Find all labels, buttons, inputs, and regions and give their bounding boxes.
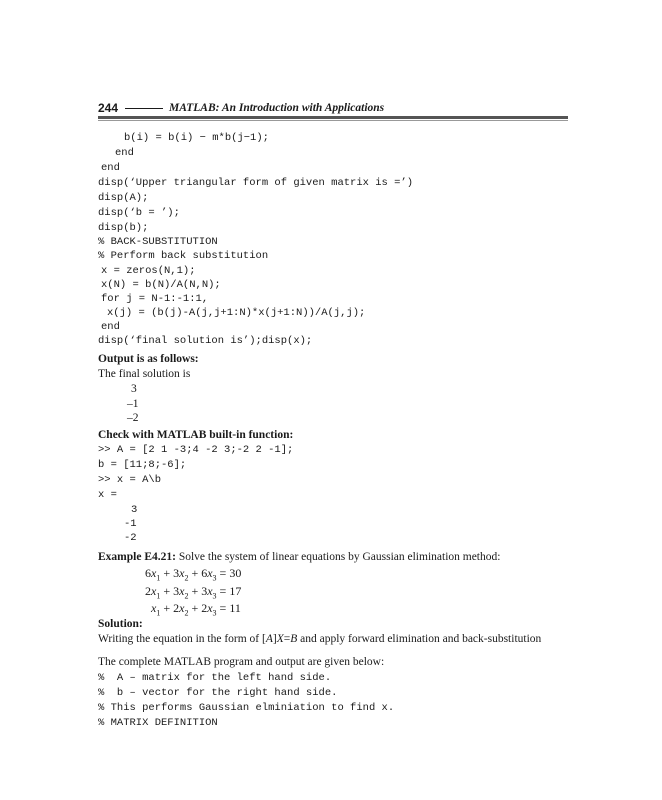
header-rule bbox=[98, 116, 568, 119]
code-comment: % This performs Gaussian elminiation to find x. bbox=[98, 702, 395, 714]
code-line: disp(‘b = ’); bbox=[98, 207, 180, 219]
solution-heading: Solution: bbox=[98, 618, 143, 630]
code-line: b(i) = b(i) − m*b(j−1); bbox=[124, 132, 269, 144]
output-value: –2 bbox=[127, 412, 139, 424]
code-line: end bbox=[115, 147, 134, 159]
code-line: x(N) = b(N)/A(N,N); bbox=[101, 279, 221, 291]
code-comment: % MATRIX DEFINITION bbox=[98, 717, 218, 729]
paragraph-form: Writing the equation in the form of [A]X=B and apply forward elimination and back-substitution bbox=[98, 633, 542, 645]
check-code-line: x = bbox=[98, 489, 117, 501]
code-line: % Perform back substitution bbox=[98, 250, 269, 262]
check-value: -2 bbox=[124, 532, 137, 544]
output-heading: Output is as follows: bbox=[98, 353, 199, 365]
code-comment: % b – vector for the right hand side. bbox=[98, 687, 338, 699]
code-line: disp(b); bbox=[98, 222, 149, 234]
example-statement bbox=[98, 550, 500, 565]
code-line: end bbox=[101, 321, 120, 333]
code-comment: % A – matrix for the left hand side. bbox=[98, 672, 332, 684]
running-header bbox=[98, 101, 568, 115]
equation-2: $2x_1 + 3x_2 + 3x_3 = 17$ bbox=[145, 584, 242, 601]
check-code-line: b = [11;8;-6]; bbox=[98, 459, 187, 471]
code-line: x(j) = (b(j)-A(j,j+1:N)*x(j+1:N))/A(j,j); bbox=[107, 307, 366, 319]
book-title: MATLAB: An Introduction with Applications bbox=[169, 102, 385, 114]
equation-3: $x_1 + 2x_2 + 2x_3 = 11$ bbox=[151, 601, 241, 618]
page-number: 244 bbox=[98, 101, 119, 115]
check-value: 3 bbox=[131, 504, 138, 516]
code-line: disp(A); bbox=[98, 192, 149, 204]
check-value: -1 bbox=[124, 518, 137, 530]
code-line: for j = N-1:-1:1, bbox=[101, 293, 209, 305]
code-line: end bbox=[101, 162, 120, 174]
output-value: 3 bbox=[131, 383, 137, 395]
code-line: % BACK-SUBSTITUTION bbox=[98, 236, 218, 248]
code-line: x = zeros(N,1); bbox=[101, 265, 196, 277]
output-value: –1 bbox=[127, 398, 139, 410]
example-label: Example E4.21: bbox=[98, 551, 176, 563]
header-dash bbox=[125, 108, 163, 109]
example-text: Solve the system of linear equations by Gaussian elimination method: bbox=[178, 551, 501, 563]
output-caption: The final solution is bbox=[98, 368, 191, 380]
check-heading: Check with MATLAB built-in function: bbox=[98, 429, 294, 441]
equation-1: $6x_1 + 3x_2 + 6x_3 = 30$ bbox=[145, 566, 242, 583]
check-code-line: >> A = [2 1 -3;4 -2 3;-2 2 -1]; bbox=[98, 444, 294, 456]
paragraph-program: The complete MATLAB program and output are given below: bbox=[98, 656, 385, 668]
check-code-line: >> x = A\b bbox=[98, 474, 162, 486]
header-rule-thin bbox=[98, 120, 568, 121]
code-line: disp(‘final solution is’);disp(x); bbox=[98, 335, 313, 347]
code-line: disp(‘Upper triangular form of given matrix is =’) bbox=[98, 177, 414, 189]
